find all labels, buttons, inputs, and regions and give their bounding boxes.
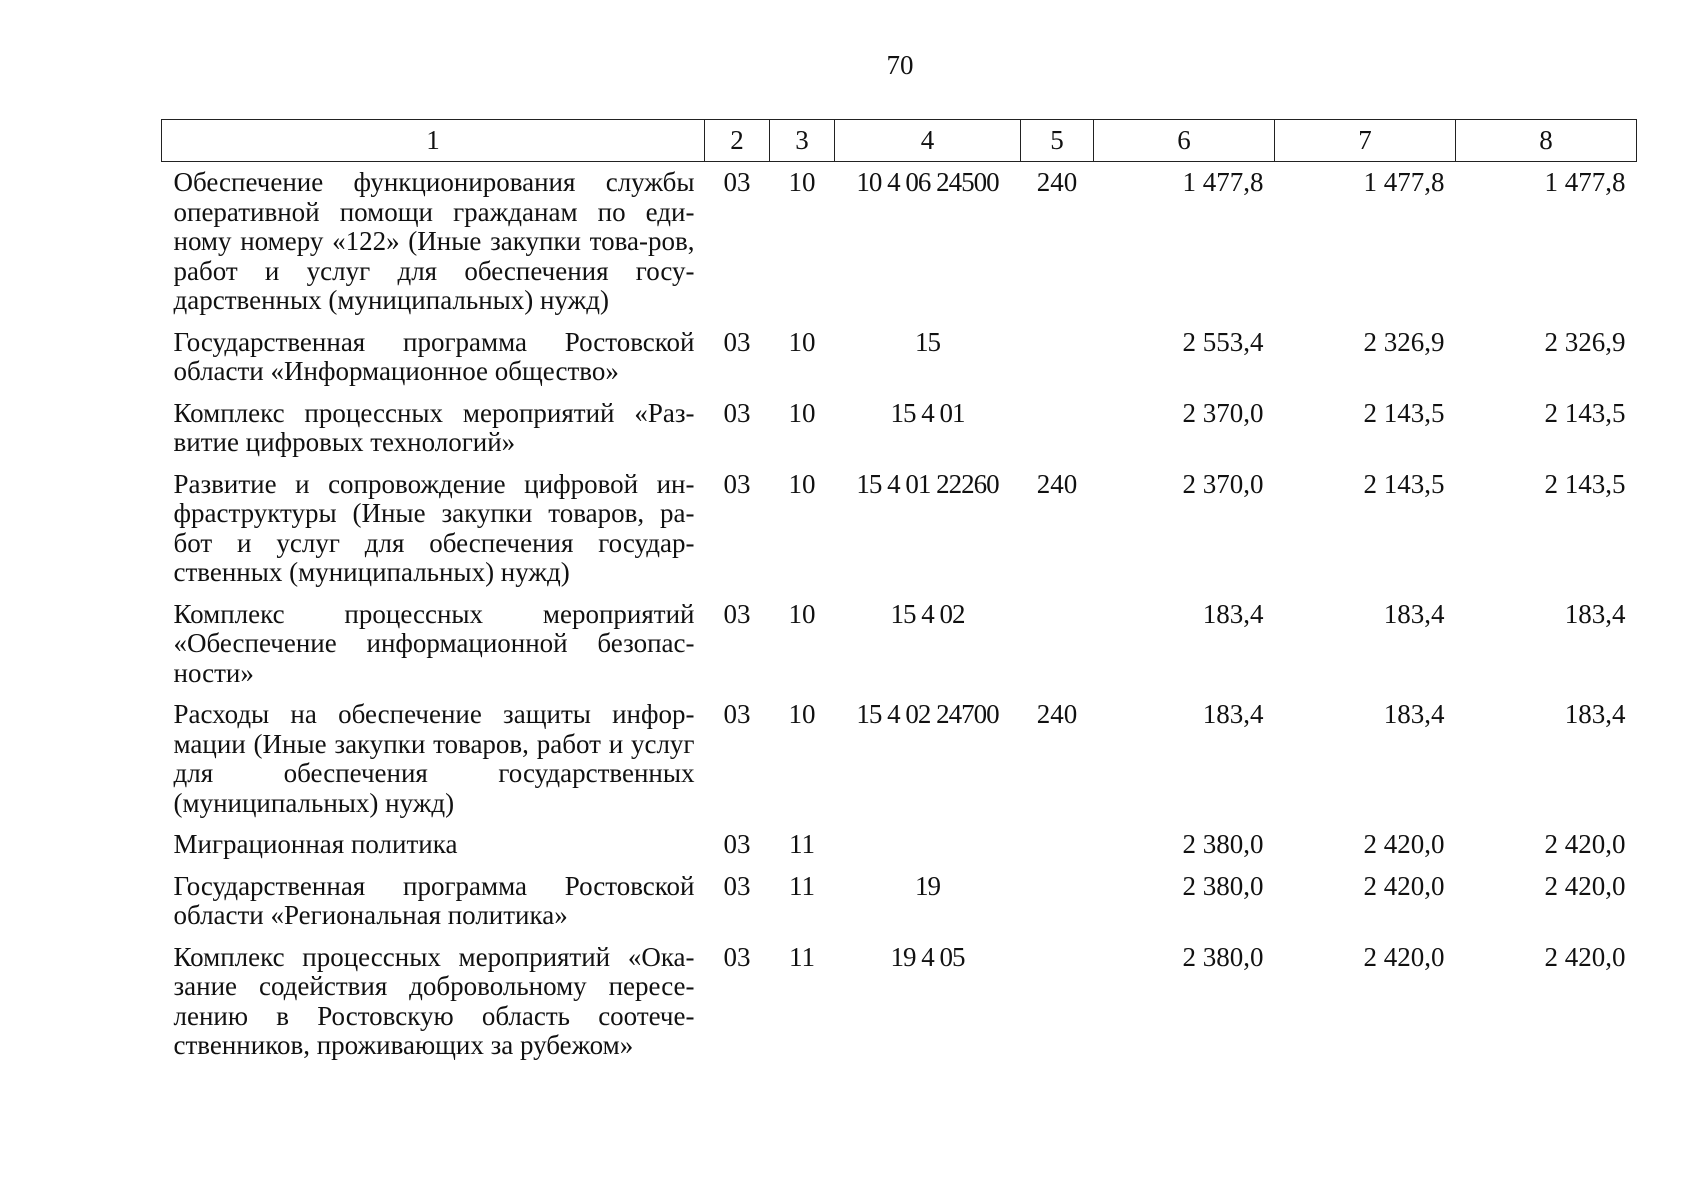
expense-type-code: 240 (1036, 699, 1078, 729)
amount-col-6: 2 370,0 (1182, 397, 1264, 428)
expense-type-code (1021, 322, 1094, 393)
section-code: 03 (723, 167, 751, 197)
amount-col-6: 183,4 (1202, 699, 1264, 729)
amount-col-7: 2 420,0 (1363, 870, 1445, 901)
subsection-code: 10 (788, 598, 816, 629)
header-row (162, 120, 1637, 162)
target-article-code: 15 4 02 24700 (856, 699, 999, 729)
table-row (162, 322, 1637, 393)
amount-col-6: 1 477,8 (1182, 167, 1264, 197)
row-name: Комплекс процессных мероприятий «Ока-зание содействия добровольному пересе-лению в Ростовскую область соотече-ственников, проживающих за рубежом» (173, 941, 695, 1060)
header-cell-1: 1 (162, 120, 705, 162)
section-code: 03 (723, 941, 751, 972)
table-row (162, 937, 1637, 1067)
amount-col-6: 183,4 (1202, 598, 1264, 629)
page-number: 70 (886, 50, 914, 80)
header-cell-2: 2 (705, 120, 770, 162)
expense-type-code (1021, 866, 1094, 937)
header-cell-3: 3 (770, 120, 835, 162)
amount-col-8: 2 420,0 (1544, 829, 1626, 859)
subsection-code: 10 (788, 167, 816, 197)
target-article-code: 15 (915, 326, 940, 357)
table-row (162, 393, 1637, 464)
amount-col-8: 2 143,5 (1544, 468, 1626, 499)
header-cell-5: 5 (1021, 120, 1094, 162)
header-cell-8: 8 (1456, 120, 1637, 162)
section-code: 03 (723, 326, 751, 357)
target-article-code: 19 4 05 (890, 941, 965, 972)
amount-col-6: 2 380,0 (1182, 870, 1264, 901)
amount-col-7: 183,4 (1383, 598, 1445, 629)
amount-col-7: 2 143,5 (1363, 397, 1445, 428)
target-article-code: 19 (915, 870, 940, 901)
expense-type-code (1021, 393, 1094, 464)
amount-col-8: 2 420,0 (1544, 941, 1626, 972)
target-article-code: 15 4 02 (890, 598, 965, 629)
table-row (162, 162, 1637, 322)
amount-col-8: 2 420,0 (1544, 870, 1626, 901)
expense-type-code (1021, 824, 1094, 866)
amount-col-6: 2 553,4 (1182, 326, 1264, 357)
row-name: Комплекс процессных мероприятий «Раз-витие цифровых технологий» (173, 397, 695, 457)
amount-col-6: 2 370,0 (1182, 468, 1264, 499)
amount-col-7: 2 420,0 (1363, 829, 1445, 859)
header-cell-6: 6 (1094, 120, 1275, 162)
section-code: 03 (723, 699, 751, 729)
expense-type-code: 240 (1036, 167, 1078, 197)
amount-col-8: 183,4 (1564, 699, 1626, 729)
subsection-code: 10 (788, 468, 816, 499)
amount-col-7: 2 420,0 (1363, 941, 1445, 972)
target-article-code: 10 4 06 24500 (856, 167, 999, 197)
subsection-code: 11 (789, 829, 815, 859)
row-name: Развитие и сопровождение цифровой ин-фраструктуры (Иные закупки товаров, ра-бот и услуг для обеспечения государ-ственных (муниципальных) нужд) (173, 468, 695, 587)
table-row (162, 694, 1637, 824)
subsection-code: 10 (788, 699, 816, 729)
section-code: 03 (723, 829, 751, 859)
subsection-code: 10 (788, 397, 816, 428)
amount-col-8: 2 326,9 (1544, 326, 1626, 357)
amount-col-8: 1 477,8 (1544, 167, 1626, 197)
target-article-code: 15 4 01 22260 (856, 468, 999, 499)
table-row (162, 866, 1637, 937)
table-row (162, 464, 1637, 594)
row-name: Обеспечение функционирования службы оперативной помощи гражданам по еди-ному номеру «122» (Иные закупки това-ров, работ и услуг для обеспечения госу-дарственных (муниципальных) нужд) (173, 167, 695, 315)
section-code: 03 (723, 468, 751, 499)
amount-col-6: 2 380,0 (1182, 829, 1264, 859)
expense-type-code (1021, 937, 1094, 1067)
row-name: Государственная программа Ростовской области «Региональная политика» (173, 870, 695, 930)
section-code: 03 (723, 397, 751, 428)
header-cell-7: 7 (1275, 120, 1456, 162)
expense-type-code (1021, 594, 1094, 695)
header-cell-4: 4 (835, 120, 1021, 162)
subsection-code: 10 (788, 326, 816, 357)
row-name: Расходы на обеспечение защиты инфор-мации (Иные закупки товаров, работ и услуг для обеспечения государственных (муниципальных) нужд) (173, 699, 695, 818)
subsection-code: 11 (789, 870, 815, 901)
amount-col-7: 2 326,9 (1363, 326, 1445, 357)
amount-col-8: 2 143,5 (1544, 397, 1626, 428)
budget-table (161, 119, 1637, 1067)
target-article-code: 15 4 01 (890, 397, 965, 428)
amount-col-8: 183,4 (1564, 598, 1626, 629)
table-row (162, 824, 1637, 866)
section-code: 03 (723, 870, 751, 901)
amount-col-7: 183,4 (1383, 699, 1445, 729)
expense-type-code: 240 (1036, 468, 1078, 499)
amount-col-6: 2 380,0 (1182, 941, 1264, 972)
subsection-code: 11 (789, 941, 815, 972)
section-code: 03 (723, 598, 751, 629)
table-row (162, 594, 1637, 695)
row-name: Миграционная политика (173, 829, 458, 859)
amount-col-7: 2 143,5 (1363, 468, 1445, 499)
amount-col-7: 1 477,8 (1363, 167, 1445, 197)
target-article-code (835, 824, 1021, 866)
row-name: Комплекс процессных мероприятий «Обеспечение информационной безопас-ности» (173, 598, 695, 688)
row-name: Государственная программа Ростовской области «Информационное общество» (173, 326, 695, 386)
